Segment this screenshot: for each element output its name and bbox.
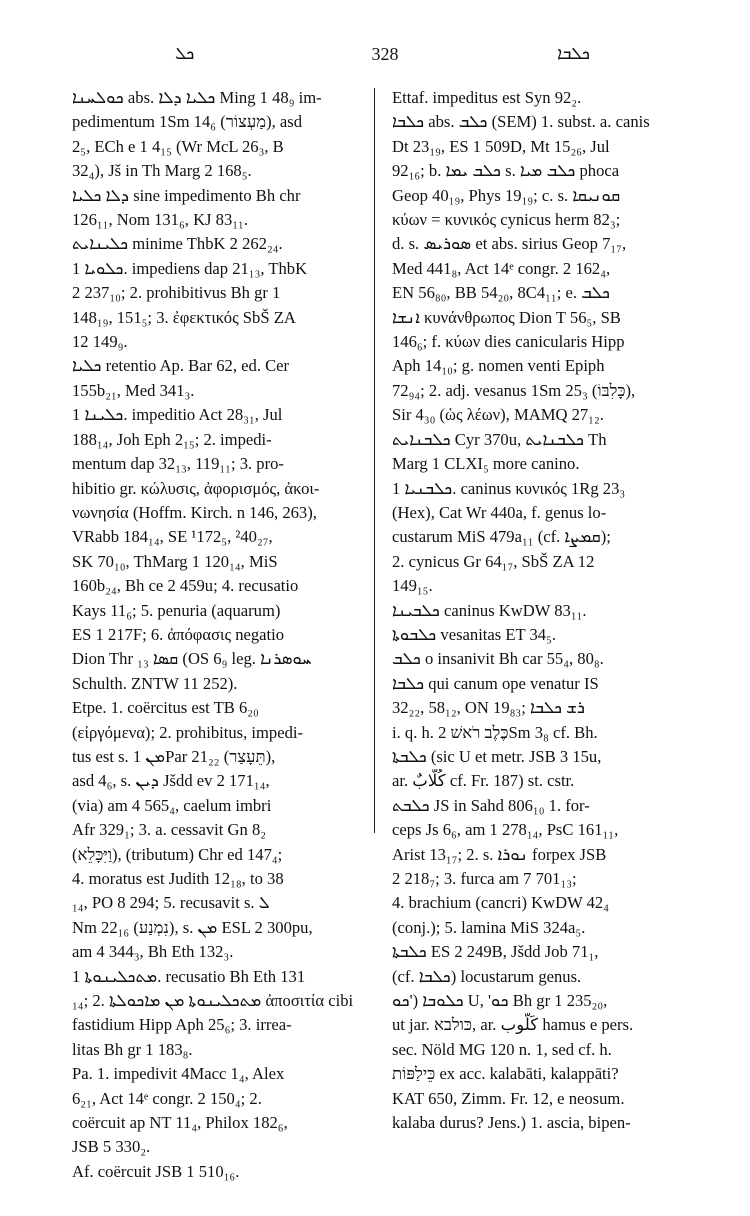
- header-left-word: ܟܠ: [175, 44, 195, 64]
- text-line: 2 237₁₀; 2. prohibitivus Bh gr 1: [72, 283, 281, 303]
- left-column: [72, 86, 358, 1184]
- text-line: כֵּילַפּוֹת ex acc. kalabāti, kalappāti?: [392, 1064, 619, 1084]
- text-line: ₁₄; 2. ܡܬܟܠܝܢܘܬܐ ܡܢ ܡܐܟܘܠܬܐ ἀποσιτία cibi: [72, 991, 354, 1011]
- text-line: 146₆; f. κύων dies canicularis Hipp: [392, 332, 625, 352]
- text-line: ܟܠܒܝܢܐ caninus KwDW 83₁₁.: [392, 600, 587, 620]
- text-line: ܟܠܒܐ abs. ܟܠܒ (SEM) 1. subst. a. canis: [392, 112, 650, 132]
- text-line: νωνησία (Hoffm. Kirch. n 146, 263),: [72, 502, 317, 522]
- text-line: (Hex), Cat Wr 440a, f. genus lo-: [392, 502, 607, 522]
- text-line: 188₁₄, Joh Eph 2₁₅; 2. impedi-: [72, 429, 272, 449]
- text-line: mentum dap 32₁₃, 119₁₁; 3. pro-: [72, 454, 284, 474]
- text-line: ܟܠܝܢܐ 1. impeditio Act 28₃₁, Jul: [72, 405, 283, 425]
- text-line: hibitio gr. κώλυσις, ἀφορισμός, ἀκοι-: [72, 478, 320, 498]
- text-line: (conj.); 5. lamina MiS 324a₅.: [392, 917, 586, 937]
- text-line: 12 149₉.: [72, 332, 128, 352]
- text-line: ܟܠܒܬ JS in Sahd 806₁₀ 1. for-: [392, 795, 590, 815]
- text-line: 2₅, ECh e 1 4₁₅ (Wr McL 26₃, B: [72, 136, 284, 156]
- text-line: Schulth. ZNTW 11 252).: [72, 673, 238, 693]
- text-line: 4. brachium (cancri) KwDW 42₄: [392, 893, 609, 913]
- text-line: Sir 4₃₀ (ὡς λέων), MAMQ 27₁₂.: [392, 405, 604, 425]
- text-line: ₁₄, PO 8 294; 5. recusavit s. ܠ: [72, 893, 270, 913]
- text-line: kalaba durus? Jens.) 1. ascia, bipen-: [392, 1113, 631, 1133]
- text-line: 126₁₁, Nom 131₆, KJ 83₁₁.: [72, 210, 248, 230]
- text-line: custarum MiS 479a₁₁ (cf. ܩܡܨܐ);: [392, 527, 611, 547]
- text-line: 6₂₁, Act 14ᵉ congr. 2 150₄; 2.: [72, 1088, 262, 1108]
- text-line: asd 4₆, s. ܕܝܢ Jšdd ev 2 171₁₄,: [72, 771, 270, 791]
- text-line: ܡܬܟܠܝܢܘܬܐ 1. recusatio Bh Eth 131: [72, 966, 306, 986]
- text-line: 92₁₆; b. ܟܠܒ ܝܡܐ s. ܟܠܒ ܡܝܐ phoca: [392, 161, 620, 181]
- text-line: ܟܠܝܢܐܝܬ minime ThbK 2 262₂₄.: [72, 234, 283, 254]
- text-line: ܟܠܘܒܐ ('ܟܘ U, 'ܟܘ Bh gr 1 235₂₀,: [392, 991, 608, 1011]
- text-line: Pa. 1. impedivit 4Macc 1₄, Alex: [72, 1064, 285, 1084]
- text-line: (וַיִּכָּלֵא), (tributum) Chr ed 147₄;: [72, 844, 283, 864]
- text-line: fastidium Hipp Aph 25₆; 3. irrea-: [72, 1015, 292, 1035]
- text-line: tus est s. ܡܢ 1Par 21₂₂ (תֵּעָצַר),: [72, 746, 276, 766]
- text-line: SK 70₁₀, ThMarg 1 120₁₄, MiS: [72, 551, 278, 571]
- text-line: 2. cynicus Gr 64₁₇, SbŠ ZA 12: [392, 551, 595, 571]
- page-header: [70, 44, 700, 74]
- text-line: coërcuit ap NT 11₄, Philox 182₆,: [72, 1113, 288, 1133]
- text-line: Arist 13₁₇; 2. s. ܢܘܪܐ forpex JSB: [392, 844, 607, 864]
- text-line: 148₁₉, 151₅; 3. ἐφεκτικός SbŠ ZA: [72, 307, 296, 327]
- text-line: ܟܠܒܐ qui canum ope venatur IS: [392, 673, 599, 693]
- text-line: Dt 23₁₉, ES 1 509D, Mt 15₂₆, Jul: [392, 136, 610, 156]
- column-divider: [374, 88, 375, 833]
- text-line: Marg 1 CLXI₅ more canino.: [392, 454, 580, 474]
- text-line: ܟܠܒܬܐ ES 2 249B, Jšdd Job 71₁,: [392, 942, 599, 962]
- text-line: litas Bh gr 1 183₈.: [72, 1039, 193, 1059]
- text-line: d. s. ܣܘܪܝܣ et abs. sirius Geop 7₁₇,: [392, 234, 627, 254]
- text-line: pedimentum 1Sm 14₆ (מַעְצוֹר), asd: [72, 112, 303, 132]
- text-line: (εἰργόμενα); 2. prohibitus, impedi-: [72, 722, 304, 742]
- text-line: i. q. h. כֶּלֶב רֹאשׁ 2Sm 3₈ cf. Bh.: [392, 722, 598, 742]
- page-number: 328: [371, 44, 399, 64]
- text-line: 160b₂₄, Bh ce 2 459u; 4. recusatio: [72, 576, 299, 596]
- text-line: (cf. ܟܠܒܐ) locustarum genus.: [392, 966, 582, 986]
- text-line: κύων = κυνικός cynicus herm 82₃;: [392, 210, 621, 230]
- text-line: 32₄), Jš in Th Marg 2 168₅.: [72, 161, 252, 181]
- text-line: ceps Js 6₆, am 1 278₁₄, PsC 161₁₁,: [392, 820, 619, 840]
- text-line: ar. كُلَّابٌ cf. Fr. 187) st. cstr.: [392, 771, 575, 791]
- text-line: ut jar. כּולבא, ar. كَلُّوب hamus e pers.: [392, 1015, 634, 1035]
- text-line: ܟܠܝܐ retentio Ap. Bar 62, ed. Cer: [72, 356, 290, 376]
- text-line: ܟܠܒ o insanivit Bh car 55₄, 80₈.: [392, 649, 604, 669]
- text-line: KAT 650, Zimm. Fr. 12, e neosum.: [392, 1088, 625, 1108]
- text-line: ܟܠܒܬܐ (sic U et metr. JSB 3 15u,: [392, 746, 602, 766]
- text-line: Nm 22₁₆ (נִמְנַע), s. ܡܢ ESL 2 300pu,: [72, 917, 313, 937]
- right-column: [392, 86, 714, 1135]
- text-line: 149₁₅.: [392, 576, 433, 596]
- text-line: ܕܠܐ ܟܠܝܐ sine impedimento Bh chr: [72, 185, 301, 205]
- text-line: Med 441₈, Act 14ᵉ congr. 2 162₄,: [392, 258, 611, 278]
- text-line: Geop 40₁₉, Phys 19₁₉; c. s. ܩܘܢܝܩܐ: [392, 185, 621, 205]
- text-line: Kays 11₆; 5. penuria (aquarum): [72, 600, 281, 620]
- text-line: 155b₂₁, Med 341₃.: [72, 380, 195, 400]
- text-line: Af. coërcuit JSB 1 510₁₆.: [72, 1161, 240, 1181]
- text-line: Etpe. 1. coërcitus est TB 6₂₀: [72, 698, 259, 718]
- text-line: (via) am 4 565₄, caelum imbri: [72, 795, 272, 815]
- text-line: 32₂₂, 58₁₂, ON 19₈₃; ܪܫ ܟܠܒܐ: [392, 698, 585, 718]
- text-line: ܟܠܘܝܐ 1. impediens dap 21₁₃, ThbK: [72, 258, 308, 278]
- text-line: Afr 329₁; 3. a. cessavit Gn 8₂: [72, 820, 267, 840]
- text-line: 4. moratus est Judith 12₁₈, to 38: [72, 869, 284, 888]
- text-line: ܟܠܒܢܝܐ 1. caninus κυνικός 1Rg 23₃: [392, 478, 626, 498]
- text-line: 72₉₄; 2. adj. vesanus 1Sm 25₃ (כָּלִבּוֹ),: [392, 380, 636, 400]
- text-line: VRabb 184₁₄, SE ¹172₅, ²40₂₇,: [72, 527, 273, 547]
- text-line: JSB 5 330₂.: [72, 1137, 151, 1157]
- text-line: 2 218₇; 3. furca am 7 701₁₃;: [392, 869, 577, 888]
- text-line: Dion Thr ܩܣܐ ₁₃ (OS 6₉ leg. ܚܘܣܪܢܐ: [72, 649, 312, 669]
- text-line: ES 1 217F; 6. ἀπόφασις negatio: [72, 624, 285, 644]
- text-line: am 4 344₃, Bh Eth 132₃.: [72, 942, 234, 962]
- text-line: ܐܢܫܐ κυνάνθρωπος Dion T 56₅, SB: [392, 307, 621, 327]
- text-line: ܟܠܒܘܬܐ vesanitas ET 34₅.: [392, 624, 557, 644]
- text-line: sec. Nöld MG 120 n. 1, sed cf. h.: [392, 1039, 612, 1059]
- text-line: ܟܠܒܢܐܝܬ Cyr 370u, ܟܠܒܢܐܝܬ Th: [392, 429, 607, 449]
- text-line: Aph 14₁₀; g. nomen venti Epiph: [392, 356, 605, 376]
- text-line: EN 56₈₀, BB 54₂₀, 8C4₁₁; e. ܟܠܒ: [392, 283, 610, 303]
- text-line: ܟܘܠܚܢܐ abs. ܟܠܝܐ ܕܠܐ Ming 1 48₉ im-: [72, 88, 322, 107]
- header-right-word: ܟܠܒܐ: [557, 44, 590, 64]
- text-line: Ettaf. impeditus est Syn 92₂.: [392, 88, 582, 107]
